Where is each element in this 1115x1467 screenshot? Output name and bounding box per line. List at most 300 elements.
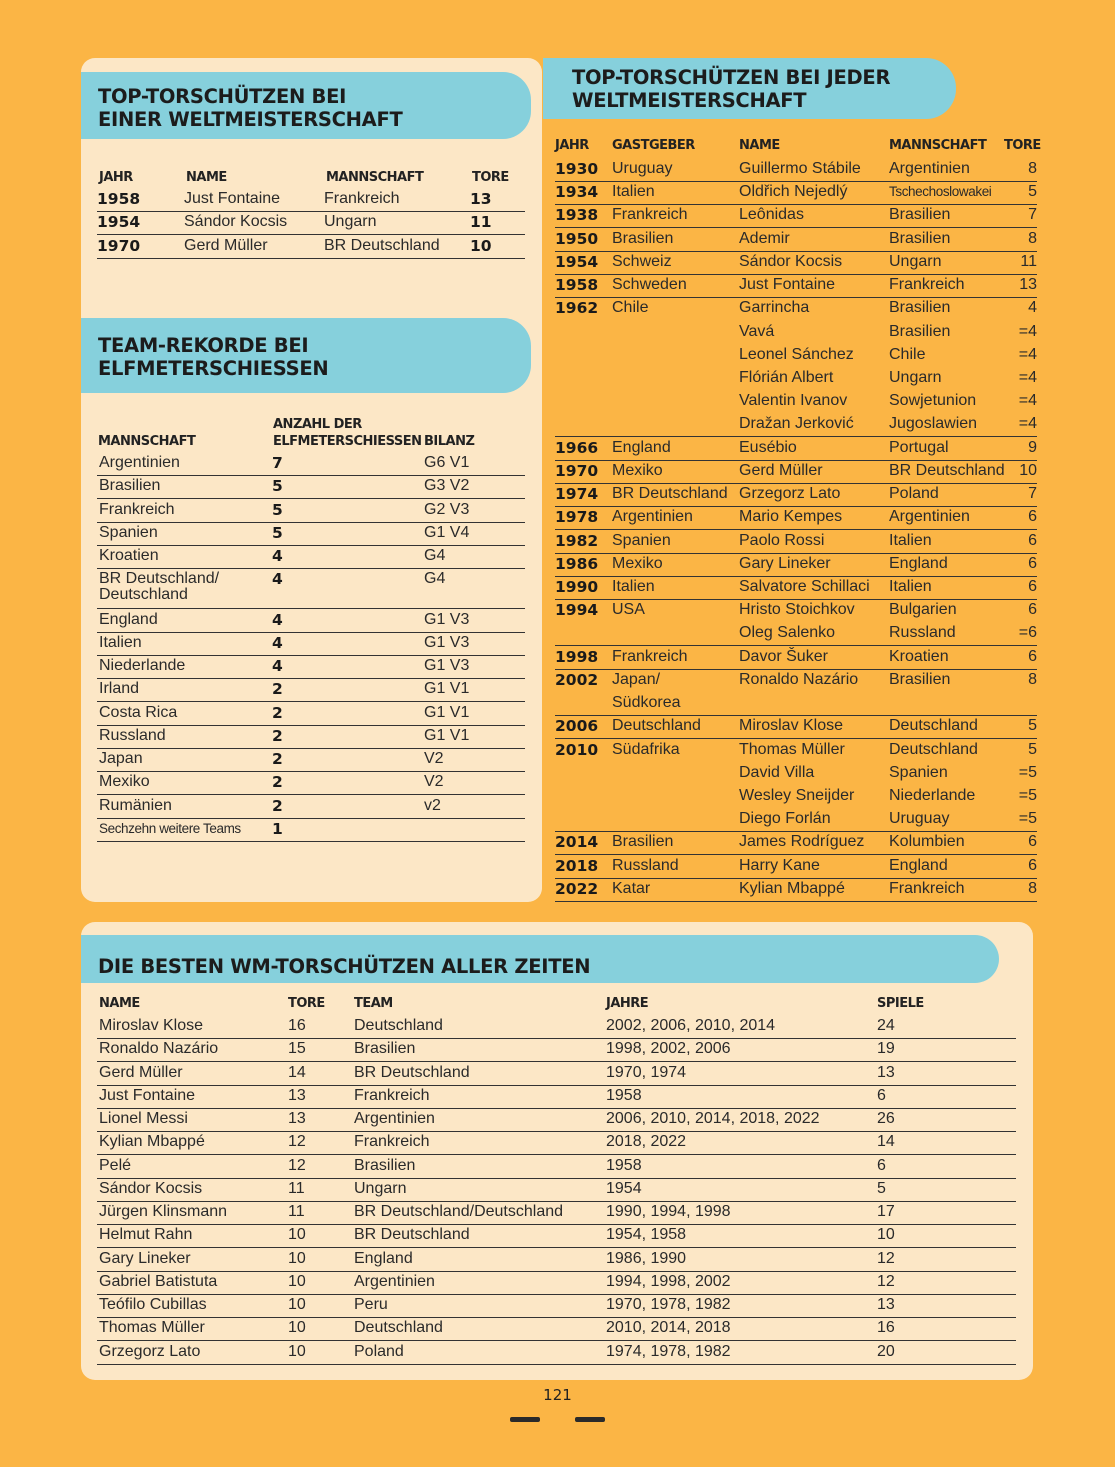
all-time-row <box>97 1062 1016 1086</box>
all-time-cell-3: 1970, 1978, 1982 <box>606 1296 731 1313</box>
single-wc-cell-3: 11 <box>470 213 492 232</box>
each-wc-row <box>555 762 1037 785</box>
all-time-cell-3: 1954 <box>606 1179 642 1197</box>
page-number: 121 <box>543 1386 572 1404</box>
each-wc-cell-0: 1978 <box>555 508 599 527</box>
each-wc-cell-1: Uruguay <box>612 160 673 177</box>
each-wc-cell-0: 1966 <box>555 438 599 457</box>
each-wc-cell-0: 2002 <box>555 670 599 689</box>
each-wc-cell-1: Frankreich <box>612 647 688 665</box>
each-wc-cell-1: Spanien <box>612 531 671 549</box>
penalties-count: 2 <box>272 796 283 815</box>
each-wc-row <box>555 274 1037 298</box>
each-wc-cell-3: Italien <box>889 577 932 595</box>
all-time-cell-2: Ungarn <box>354 1179 407 1197</box>
each-wc-cell-2: Gary Lineker <box>739 554 831 572</box>
all-time-row <box>97 1341 1016 1365</box>
all-time-row <box>97 1131 1016 1155</box>
all-time-row <box>97 1317 1016 1341</box>
each-wc-cell-3: England <box>889 856 948 874</box>
all-time-cell-4: 19 <box>877 1040 895 1058</box>
each-wc-row <box>555 646 1037 670</box>
all-time-cell-2: Brasilien <box>354 1156 416 1174</box>
each-wc-cell-2: Oldřich Nejedlý <box>739 183 848 201</box>
all-time-cell-1: 10 <box>288 1272 306 1290</box>
penalties-row <box>97 795 525 819</box>
each-wc-cell-3: Frankreich <box>889 276 965 294</box>
penalties-header-team: MANNSCHAFT <box>98 434 196 449</box>
all-time-cell-4: 10 <box>877 1226 895 1244</box>
each-wc-row <box>555 367 1037 390</box>
each-wc-cell-2: Grzegorz Lato <box>739 485 841 503</box>
all-time-row <box>97 1248 1016 1272</box>
each-wc-cell-4: 5 <box>1028 717 1037 735</box>
all-time-cell-4: 13 <box>877 1296 895 1313</box>
single-wc-title-line1: TOP-TORSCHÜTZEN BEI <box>98 85 347 108</box>
all-time-cell-0: Kylian Mbappé <box>99 1133 205 1151</box>
all-time-header-0: NAME <box>99 996 140 1011</box>
each-wc-cell-3: Bulgarien <box>889 601 957 619</box>
each-wc-cell-3: Brasilien <box>889 670 951 688</box>
penalties-record: V2 <box>424 750 444 767</box>
each-wc-row <box>555 390 1037 413</box>
penalties-record: G1 V1 <box>424 680 470 698</box>
all-time-cell-1: 10 <box>288 1342 306 1360</box>
each-wc-cell-3: Tschechoslowakei <box>889 184 992 200</box>
each-wc-cell-3: Deutschland <box>889 717 978 735</box>
all-time-cell-0: Ronaldo Nazário <box>99 1040 219 1058</box>
penalties-count: 7 <box>272 454 283 472</box>
all-time-cell-4: 6 <box>877 1156 886 1174</box>
all-time-row <box>97 1155 1016 1179</box>
all-time-cell-2: BR Deutschland/Deutschland <box>354 1203 564 1220</box>
all-time-cell-2: Deutschland <box>354 1017 443 1034</box>
each-wc-cell-4: =5 <box>1018 810 1037 828</box>
all-time-header-4: SPIELE <box>877 996 924 1011</box>
each-wc-cell-2: Leonel Sánchez <box>739 345 854 363</box>
all-time-row <box>97 1038 1016 1062</box>
each-wc-cell-3: Kolumbien <box>889 833 965 851</box>
all-time-cell-4: 26 <box>877 1110 895 1127</box>
each-wc-row <box>555 506 1037 530</box>
each-wc-cell-0: 1994 <box>555 601 599 620</box>
each-wc-cell-4: 7 <box>1028 485 1037 503</box>
all-time-row <box>97 1015 1016 1039</box>
penalties-header-count-line2: ELFMETERSCHIESSEN <box>273 434 422 449</box>
penalties-row <box>97 522 525 546</box>
each-wc-cell-1: Russland <box>612 856 679 874</box>
penalties-record: G1 V1 <box>424 703 470 721</box>
all-time-cell-1: 10 <box>288 1249 306 1267</box>
all-time-cell-2: Poland <box>354 1342 404 1360</box>
each-wc-title-line2: WELTMEISTERSCHAFT <box>572 89 807 112</box>
all-time-cell-4: 14 <box>877 1133 895 1151</box>
each-wc-cell-3: Deutschland <box>889 740 978 758</box>
each-wc-cell-1: Frankreich <box>612 206 688 224</box>
each-wc-cell-4: =4 <box>1018 322 1037 340</box>
each-wc-row <box>555 344 1037 367</box>
each-wc-cell-1: Mexiko <box>612 461 663 479</box>
all-time-row <box>97 1271 1016 1295</box>
each-wc-cell-3: Chile <box>889 345 926 363</box>
each-wc-cell-2: Guillermo Stábile <box>739 160 861 177</box>
penalties-title-line2: ELFMETERSCHIESSEN <box>98 357 329 380</box>
each-wc-cell-2: James Rodríguez <box>739 833 865 851</box>
each-wc-cell-2: Kylian Mbappé <box>739 879 845 897</box>
penalties-record: G1 V3 <box>424 610 470 628</box>
each-wc-cell-1: Italien <box>612 183 655 201</box>
all-time-cell-3: 2010, 2014, 2018 <box>606 1319 731 1337</box>
penalties-row <box>97 725 525 749</box>
each-wc-cell-2: Davor Šuker <box>739 647 828 665</box>
page-tab-left <box>510 1417 540 1422</box>
each-wc-cell-3: Brasilien <box>889 322 951 340</box>
each-wc-cell-0: 1954 <box>555 252 599 271</box>
penalties-record: V2 <box>424 773 444 791</box>
penalties-team: Spanien <box>99 523 158 541</box>
all-time-cell-3: 1986, 1990 <box>606 1249 687 1267</box>
penalties-team: Sechzehn weitere Teams <box>99 820 241 836</box>
penalties-row <box>97 609 525 633</box>
each-wc-cell-0: 2022 <box>555 879 599 898</box>
each-wc-cell-4: 6 <box>1028 833 1037 851</box>
all-time-cell-1: 13 <box>288 1110 306 1127</box>
each-wc-title-line1: TOP-TORSCHÜTZEN BEI JEDER <box>572 66 891 89</box>
all-time-cell-3: 1990, 1994, 1998 <box>606 1203 731 1220</box>
each-wc-cell-4: 4 <box>1028 299 1037 317</box>
all-time-cell-0: Grzegorz Lato <box>99 1342 201 1360</box>
each-wc-row <box>555 785 1037 808</box>
penalties-record: G3 V2 <box>424 477 470 495</box>
penalties-record: G4 <box>424 547 446 564</box>
all-time-cell-4: 6 <box>877 1086 886 1104</box>
penalties-team: England <box>99 610 158 628</box>
single-wc-cell-2: BR Deutschland <box>324 236 440 254</box>
each-wc-cell-1: England <box>612 438 671 456</box>
each-wc-cell-4: 11 <box>1020 252 1037 270</box>
each-wc-row <box>555 460 1037 484</box>
all-time-cell-0: Sándor Kocsis <box>99 1179 203 1197</box>
single-wc-cell-1: Sándor Kocsis <box>184 213 288 231</box>
each-wc-cell-4: =5 <box>1018 786 1037 804</box>
all-time-cell-0: Pelé <box>99 1156 132 1174</box>
each-wc-cell-2: Leônidas <box>739 206 804 224</box>
penalties-team-line2: Deutschland <box>99 586 188 604</box>
all-time-cell-1: 11 <box>288 1179 305 1197</box>
all-time-cell-3: 1958 <box>606 1156 642 1174</box>
all-time-cell-2: Argentinien <box>354 1110 435 1127</box>
each-wc-cell-3: Brasilien <box>889 299 951 317</box>
each-wc-cell-3: Russland <box>889 624 956 642</box>
penalties-team: Costa Rica <box>99 703 178 721</box>
each-wc-cell-2: Hristo Stoichkov <box>739 601 855 619</box>
each-wc-cell-2: Mario Kempes <box>739 508 843 526</box>
each-wc-row <box>555 228 1037 252</box>
all-time-cell-3: 1998, 2002, 2006 <box>606 1040 731 1058</box>
all-time-header-3: JAHRE <box>606 996 649 1011</box>
penalties-count: 2 <box>272 750 283 768</box>
single-wc-title-banner <box>81 72 531 139</box>
each-wc-cell-2: Paolo Rossi <box>739 531 825 549</box>
all-time-row <box>97 1224 1016 1248</box>
each-wc-row <box>555 437 1037 461</box>
all-time-cell-3: 2002, 2006, 2010, 2014 <box>606 1017 776 1034</box>
all-time-cell-0: Jürgen Klinsmann <box>99 1203 228 1220</box>
penalties-table <box>97 452 525 852</box>
all-time-cell-4: 17 <box>877 1203 895 1220</box>
each-wc-cell-0: 2018 <box>555 856 599 875</box>
penalties-team: Japan <box>99 750 143 767</box>
each-wc-row <box>555 321 1037 344</box>
penalties-count: 1 <box>272 819 283 838</box>
each-wc-cell-3: Brasilien <box>889 229 951 247</box>
single-wc-cell-0: 1958 <box>97 190 141 208</box>
each-wc-cell-4: 6 <box>1028 531 1037 549</box>
each-wc-cell-4: 6 <box>1028 647 1037 665</box>
each-wc-cell-4: 8 <box>1028 670 1037 688</box>
penalties-record: G1 V4 <box>424 523 470 541</box>
single-wc-cell-0: 1970 <box>97 236 141 255</box>
each-wc-cell-0: 1962 <box>555 299 599 318</box>
each-wc-cell-3: England <box>889 554 948 572</box>
penalties-count: 4 <box>272 610 283 629</box>
all-time-cell-0: Teófilo Cubillas <box>99 1296 207 1313</box>
each-wc-cell-3: Italien <box>889 531 932 549</box>
each-wc-header-1: GASTGEBER <box>612 138 695 153</box>
each-wc-row <box>555 251 1037 275</box>
each-wc-cell-2: Just Fontaine <box>739 276 836 294</box>
right-panel <box>543 58 1042 908</box>
penalties-count: 2 <box>272 773 283 792</box>
penalties-team: Italien <box>99 633 142 651</box>
each-wc-row <box>555 413 1037 437</box>
all-time-cell-4: 16 <box>877 1319 895 1337</box>
penalties-team: Russland <box>99 726 166 744</box>
each-wc-header-4: TORE <box>1004 138 1041 153</box>
single-wc-cell-1: Gerd Müller <box>184 236 268 254</box>
all-time-cell-1: 13 <box>288 1086 306 1104</box>
each-wc-cell-2: Harry Kane <box>739 856 820 874</box>
all-time-cell-1: 14 <box>288 1063 306 1081</box>
penalties-row <box>97 771 525 795</box>
all-time-cell-1: 10 <box>288 1296 306 1313</box>
each-wc-cell-1: Chile <box>612 299 649 317</box>
all-time-table <box>97 996 1017 1366</box>
each-wc-cell-0: 1982 <box>555 531 599 550</box>
each-wc-cell-3: Niederlande <box>889 786 976 804</box>
penalties-count: 5 <box>272 500 283 519</box>
all-time-title: DIE BESTEN WM-TORSCHÜTZEN ALLER ZEITEN <box>98 955 591 978</box>
each-wc-cell-1: USA <box>612 601 645 619</box>
single-wc-cell-2: Frankreich <box>324 190 400 207</box>
each-wc-cell-1: Schweiz <box>612 252 672 270</box>
all-time-cell-3: 2006, 2010, 2014, 2018, 2022 <box>606 1110 820 1127</box>
penalties-title-line1: TEAM-REKORDE BEI <box>98 334 309 357</box>
each-wc-cell-0: 1950 <box>555 229 599 248</box>
penalties-team: Niederlande <box>99 657 186 674</box>
each-wc-cell-4: 8 <box>1028 879 1037 897</box>
all-time-cell-2: Frankreich <box>354 1086 430 1104</box>
each-wc-cell-0: 1958 <box>555 276 599 295</box>
each-wc-cell-1: Argentinien <box>612 508 693 526</box>
page-tab-right <box>575 1417 605 1422</box>
single-wc-table <box>97 170 525 260</box>
penalties-count: 4 <box>272 570 283 589</box>
each-wc-cell-0: 1970 <box>555 461 599 480</box>
each-wc-cell-3: Frankreich <box>889 879 965 897</box>
all-time-header-1: TORE <box>288 996 325 1011</box>
each-wc-row <box>555 553 1037 577</box>
all-time-cell-1: 15 <box>288 1040 306 1058</box>
each-wc-cell-2: Flórián Albert <box>739 368 834 386</box>
penalties-row <box>97 475 525 499</box>
all-time-cell-3: 1954, 1958 <box>606 1226 687 1244</box>
each-wc-row <box>555 483 1037 507</box>
all-time-row <box>97 1201 1016 1225</box>
each-wc-cell-2: Eusébio <box>739 438 797 456</box>
each-wc-cell-3: BR Deutschland <box>889 461 1005 479</box>
penalties-row <box>97 678 525 702</box>
each-wc-row <box>555 739 1037 762</box>
each-wc-cell-1: Südkorea <box>612 694 681 712</box>
penalties-row <box>97 568 525 609</box>
each-wc-cell-1: Japan/ <box>612 670 661 688</box>
each-wc-cell-0: 2010 <box>555 740 599 759</box>
all-time-row <box>97 1178 1016 1202</box>
each-wc-cell-4: 5 <box>1028 183 1037 201</box>
penalties-record: v2 <box>424 796 441 814</box>
each-wc-cell-2: Garrincha <box>739 299 810 317</box>
each-wc-cell-2: Sándor Kocsis <box>739 252 843 270</box>
each-wc-cell-3: Sowjetunion <box>889 392 977 410</box>
each-wc-cell-4: =4 <box>1018 415 1037 433</box>
each-wc-cell-2: Salvatore Schillaci <box>739 577 870 595</box>
each-wc-cell-3: Brasilien <box>889 206 951 224</box>
each-wc-row <box>555 204 1037 228</box>
all-time-cell-4: 24 <box>877 1017 895 1034</box>
penalties-title-banner <box>81 318 531 393</box>
each-wc-header-3: MANNSCHAFT <box>889 138 987 153</box>
all-time-cell-3: 2018, 2022 <box>606 1133 687 1151</box>
all-time-cell-0: Miroslav Klose <box>99 1017 204 1034</box>
single-wc-header-1: NAME <box>186 170 227 185</box>
each-wc-row <box>555 855 1037 879</box>
all-time-cell-0: Helmut Rahn <box>99 1226 193 1244</box>
single-wc-header-3: TORE <box>472 170 509 185</box>
each-wc-header-2: NAME <box>739 138 780 153</box>
all-time-cell-4: 12 <box>877 1272 895 1290</box>
each-wc-row <box>555 599 1037 622</box>
each-wc-cell-1: Mexiko <box>612 554 663 572</box>
all-time-cell-2: Argentinien <box>354 1272 435 1290</box>
each-wc-cell-2: Miroslav Klose <box>739 717 844 735</box>
each-wc-cell-2: Ronaldo Nazário <box>739 670 859 688</box>
each-wc-row <box>555 530 1037 554</box>
each-wc-cell-0: 1998 <box>555 647 599 666</box>
each-wc-row <box>555 831 1037 855</box>
all-time-cell-2: Frankreich <box>354 1133 430 1151</box>
all-time-cell-1: 10 <box>288 1226 306 1244</box>
each-wc-row <box>555 692 1037 716</box>
all-time-cell-2: England <box>354 1249 413 1267</box>
each-wc-cell-2: Ademir <box>739 229 790 247</box>
each-wc-cell-4: =6 <box>1018 624 1037 642</box>
penalties-team: Irland <box>99 680 140 698</box>
each-wc-cell-0: 1930 <box>555 160 599 178</box>
all-time-row <box>97 1085 1016 1109</box>
each-wc-table <box>555 138 1041 908</box>
all-time-cell-2: Peru <box>354 1296 388 1313</box>
each-wc-row <box>555 669 1037 692</box>
each-wc-cell-1: Brasilien <box>612 229 674 247</box>
all-time-cell-1: 12 <box>288 1133 306 1151</box>
penalties-header-record: BILANZ <box>424 434 475 449</box>
penalties-record: G4 <box>424 570 446 588</box>
all-time-cell-0: Gerd Müller <box>99 1063 183 1081</box>
penalties-count: 2 <box>272 726 283 745</box>
all-time-cell-1: 11 <box>288 1203 305 1220</box>
penalties-row <box>97 545 525 569</box>
all-time-cell-2: BR Deutschland <box>354 1063 470 1081</box>
each-wc-cell-4: =4 <box>1018 392 1037 410</box>
each-wc-row <box>555 878 1037 902</box>
penalties-record: G6 V1 <box>424 454 470 471</box>
all-time-cell-3: 1970, 1974 <box>606 1063 687 1081</box>
all-time-cell-0: Gary Lineker <box>99 1249 191 1267</box>
all-time-cell-2: Deutschland <box>354 1319 443 1337</box>
each-wc-cell-1: Brasilien <box>612 833 674 851</box>
penalties-record: G1 V1 <box>424 726 470 744</box>
each-wc-row <box>555 297 1037 320</box>
each-wc-cell-0: 1986 <box>555 554 599 573</box>
each-wc-cell-4: 9 <box>1028 438 1037 456</box>
all-time-cell-4: 5 <box>877 1179 886 1197</box>
penalties-count: 2 <box>272 703 283 722</box>
each-wc-cell-4: 13 <box>1019 276 1037 294</box>
single-wc-row <box>97 235 525 259</box>
all-time-cell-2: BR Deutschland <box>354 1226 470 1244</box>
penalties-row <box>97 702 525 726</box>
single-wc-header-0: JAHR <box>99 170 133 185</box>
penalties-team: Brasilien <box>99 477 161 495</box>
penalties-team: Kroatien <box>99 547 159 564</box>
left-panel <box>81 58 542 902</box>
each-wc-cell-4: 10 <box>1019 461 1037 479</box>
each-wc-row <box>555 715 1037 739</box>
each-wc-cell-3: Poland <box>889 485 939 503</box>
single-wc-row <box>97 211 525 235</box>
each-wc-cell-1: Katar <box>612 879 651 897</box>
penalties-row <box>97 748 525 772</box>
each-wc-cell-1: Südafrika <box>612 740 680 758</box>
penalties-count: 5 <box>272 477 283 496</box>
penalties-record: G1 V3 <box>424 633 470 651</box>
penalties-team: Frankreich <box>99 500 175 518</box>
each-wc-cell-0: 1974 <box>555 485 599 504</box>
each-wc-cell-4: 7 <box>1028 206 1037 224</box>
each-wc-cell-4: =4 <box>1018 368 1037 386</box>
all-time-cell-4: 20 <box>877 1342 895 1360</box>
each-wc-row <box>555 576 1037 600</box>
all-time-cell-1: 16 <box>288 1017 306 1034</box>
penalties-team: Mexiko <box>99 773 150 791</box>
each-wc-cell-0: 2014 <box>555 833 599 852</box>
penalties-count: 5 <box>272 523 283 542</box>
all-time-cell-1: 10 <box>288 1319 306 1337</box>
bottom-panel <box>81 922 1033 1380</box>
penalties-row <box>97 499 525 523</box>
single-wc-cell-2: Ungarn <box>324 213 377 231</box>
